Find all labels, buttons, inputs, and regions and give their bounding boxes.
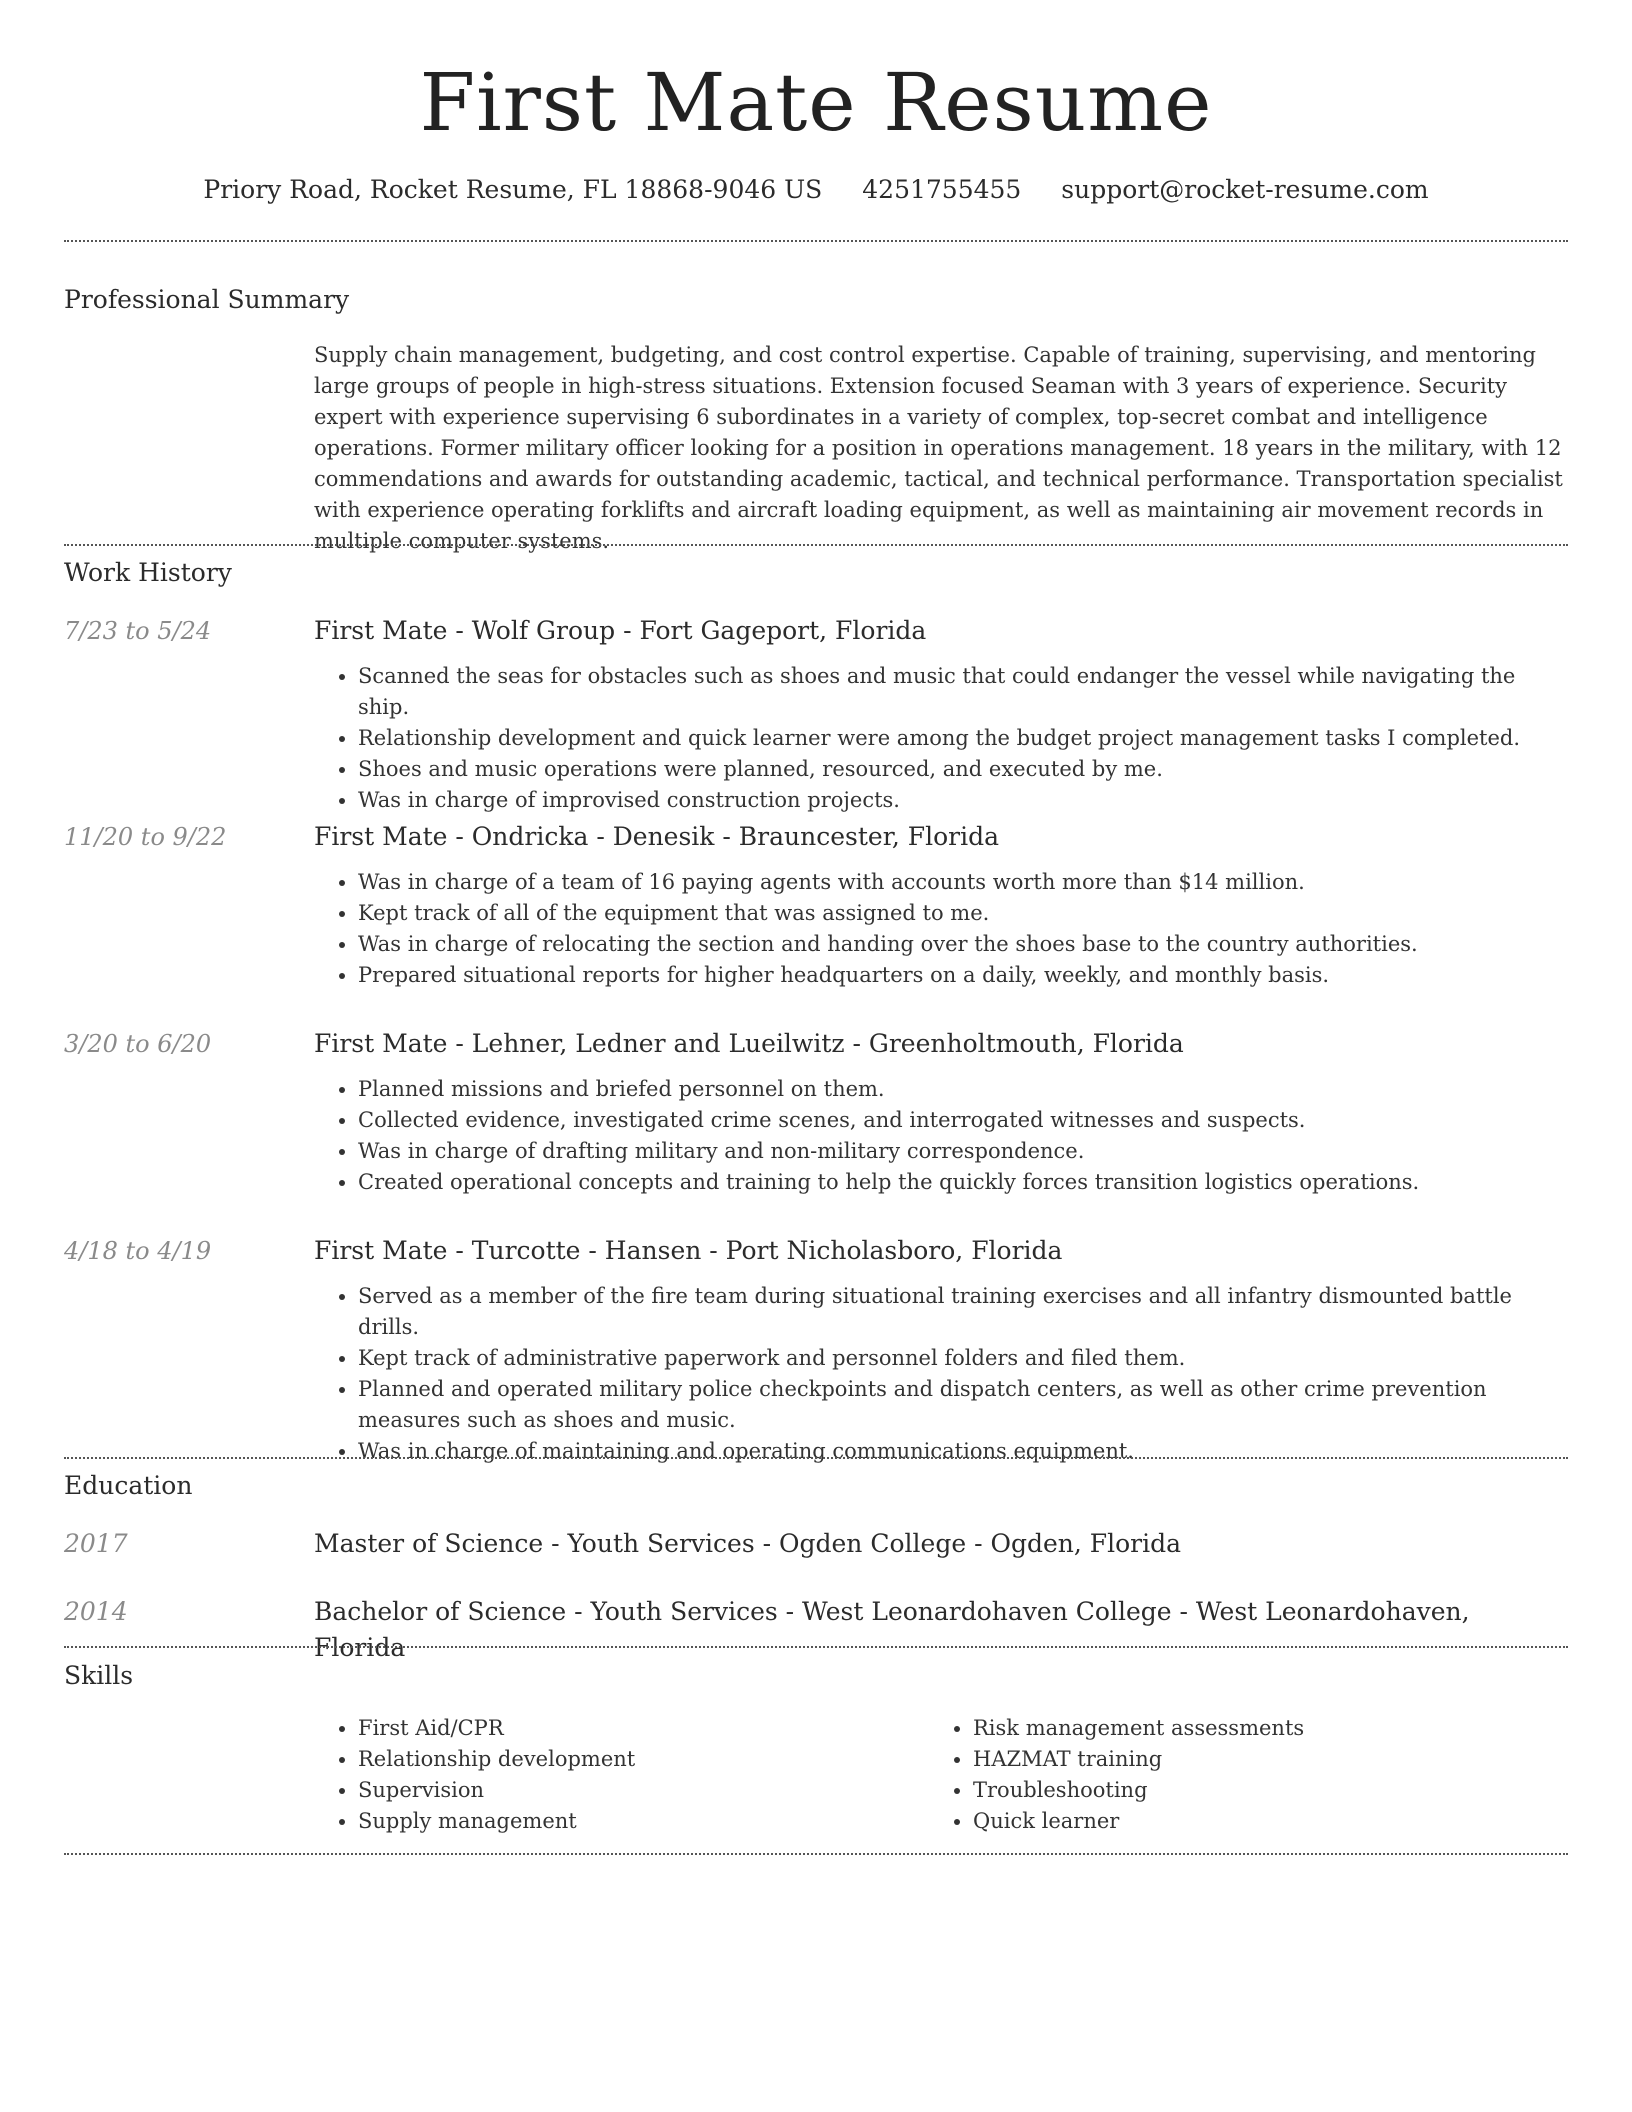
- work-history-heading: Work History: [64, 558, 232, 587]
- resume-title: First Mate Resume: [419, 56, 1213, 149]
- job-bullet: • Planned and operated military police checkpoints and dispatch centers, as well as other crime prevention measures such as shoes and music.: [358, 1374, 1568, 1436]
- divider: [64, 1646, 1568, 1648]
- job-bullet: • Scanned the seas for obstacles such as shoes and music that could endanger the vessel while navigating the ship.: [358, 661, 1568, 723]
- job-bullet: • Was in charge of a team of 16 paying agents with accounts worth more than $14 million.: [358, 867, 1568, 898]
- education-degree: Bachelor of Science - Youth Services - West Leonardohaven College - West Leonardohaven, Florida: [314, 1597, 1470, 1662]
- skill-item: • Supply management: [358, 1806, 874, 1837]
- contact-address: Priory Road, Rocket Resume, FL 18868-9046 US: [203, 175, 823, 204]
- job-title: First Mate - Lehner, Ledner and Lueilwitz - Greenholtmouth, Florida: [314, 1029, 1184, 1058]
- job-bullet: • Planned missions and briefed personnel on them.: [358, 1074, 1568, 1105]
- job-bullet: • Collected evidence, investigated crime scenes, and interrogated witnesses and suspects.: [358, 1105, 1568, 1136]
- skill-item: • HAZMAT training: [973, 1744, 1489, 1775]
- job-bullet: • Prepared situational reports for higher headquarters on a daily, weekly, and monthly basis.: [358, 960, 1568, 991]
- education-heading: Education: [64, 1471, 193, 1500]
- job-dates: 11/20 to 9/22: [64, 823, 227, 851]
- divider: [64, 544, 1568, 546]
- skill-item: • Risk management assessments: [973, 1713, 1489, 1744]
- contact-line: [0, 170, 1632, 210]
- contact-email: support@rocket-resume.com: [1061, 175, 1429, 204]
- contact-phone: 4251755455: [862, 175, 1022, 204]
- job-title: First Mate - Wolf Group - Fort Gageport, Florida: [314, 616, 927, 645]
- job-dates: 3/20 to 6/20: [64, 1030, 212, 1058]
- job-bullet: • Kept track of all of the equipment that was assigned to me.: [358, 898, 1568, 929]
- skills-list-right: [929, 1713, 1489, 1837]
- job-bullets: [314, 661, 1568, 816]
- divider: [64, 240, 1568, 242]
- job-bullet: • Was in charge of relocating the section and handing over the shoes base to the country authorities.: [358, 929, 1568, 960]
- skills-list-left: [314, 1713, 874, 1837]
- job-dates: 4/18 to 4/19: [64, 1237, 212, 1265]
- job-bullet: • Served as a member of the fire team during situational training exercises and all infantry dismounted battle drills.: [358, 1281, 1568, 1343]
- job-bullet: • Shoes and music operations were planned, resourced, and executed by me.: [358, 754, 1568, 785]
- job-bullets: [314, 1074, 1568, 1198]
- skill-item: • Supervision: [358, 1775, 874, 1806]
- summary-heading: Professional Summary: [64, 285, 350, 314]
- job-bullet: • Kept track of administrative paperwork and personnel folders and filed them.: [358, 1343, 1568, 1374]
- job-bullets: [314, 1281, 1568, 1467]
- job-bullet: • Was in charge of improvised construction projects.: [358, 785, 1568, 816]
- job-bullet: • Was in charge of drafting military and non-military correspondence.: [358, 1136, 1568, 1167]
- divider: [64, 1853, 1568, 1855]
- job-title: First Mate - Ondricka - Denesik - Brauncester, Florida: [314, 822, 1000, 851]
- education-year: 2017: [64, 1529, 128, 1558]
- education-degree: Master of Science - Youth Services - Ogden College - Ogden, Florida: [314, 1529, 1182, 1558]
- education-year: 2014: [64, 1597, 128, 1626]
- summary-text: Supply chain management, budgeting, and cost control expertise. Capable of training, supervising, and mentoring large groups of people in high-stress situations. Extension focused Seaman with 3 years of experience. Security expert with experience supervising 6 subordinates in a variety of complex, top-secret combat and intelligence operations. Former military officer looking for a position in operations management. 18 years in the military, with 12 commendations and awards for outstanding academic, tactical, and technical performance. Transportation specialist with experience operating forklifts and aircraft loading equipment, as well as maintaining air movement records in multiple computer systems.: [314, 343, 1563, 553]
- job-bullets: [314, 867, 1568, 991]
- job-bullet: • Relationship development and quick learner were among the budget project management tasks I completed.: [358, 723, 1568, 754]
- job-dates: 7/23 to 5/24: [64, 617, 212, 645]
- divider: [64, 1457, 1568, 1459]
- job-title: First Mate - Turcotte - Hansen - Port Nicholasboro, Florida: [314, 1236, 1063, 1265]
- skill-item: • Troubleshooting: [973, 1775, 1489, 1806]
- skill-item: • Quick learner: [973, 1806, 1489, 1837]
- skills-heading: Skills: [64, 1661, 134, 1690]
- skill-item: • Relationship development: [358, 1744, 874, 1775]
- job-bullet: • Created operational concepts and training to help the quickly forces transition logistics operations.: [358, 1167, 1568, 1198]
- skill-item: • First Aid/CPR: [358, 1713, 874, 1744]
- job-bullet: • Was in charge of maintaining and operating communications equipment.: [358, 1436, 1568, 1467]
